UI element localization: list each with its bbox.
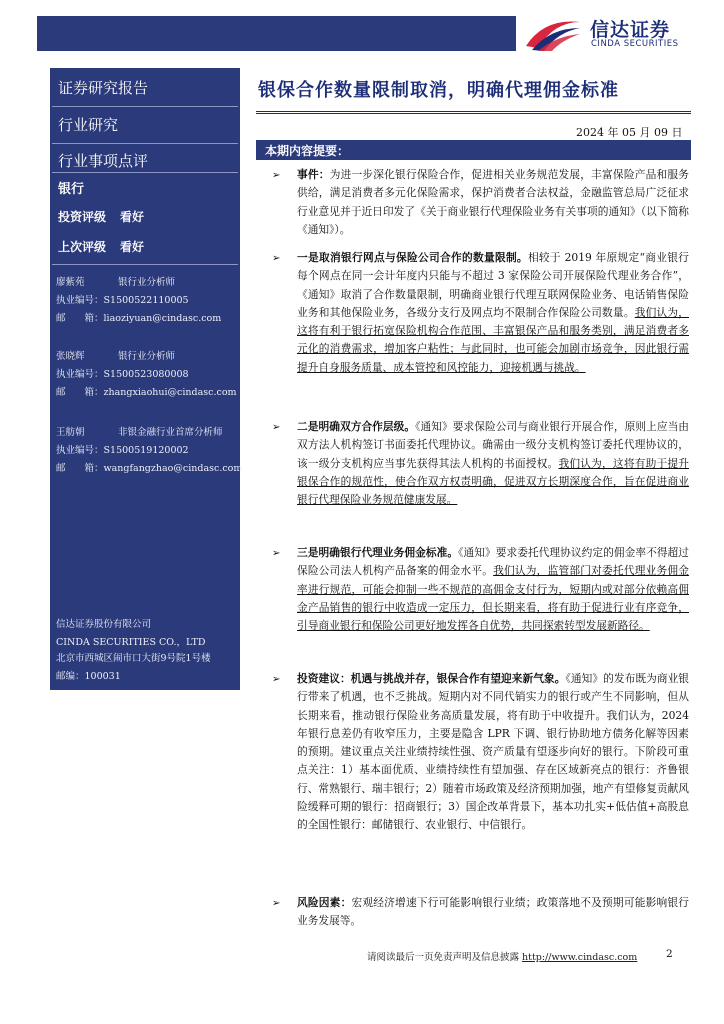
paragraph-body: 相较于 2019 年原规定“商业银行每个网点在同一会计年度内只能与不超过 3 家保险公司开展保险代理业务合作”，《通知》取消了合作数量限制，明确商业银行代理互联网保险业务、电话销售保险业务和其他保险业务，各级分支行及网点均不限制合作保险公司数量。 <box>297 251 689 319</box>
analyst-role: 银行业分析师 <box>118 351 176 362</box>
sidebar-divider <box>52 264 238 265</box>
company-name-en: CINDA SECURITIES CO.，LTD <box>56 637 206 648</box>
analyst-email-row <box>56 384 237 398</box>
prev-rating-row <box>50 238 240 255</box>
paragraph-body: 《通知》要求保险公司与商业银行开展合作，原则上应当由双方法人机构签订书面委托代理协议。确需由一级分支机构签订委托代理协议的，该一级分支机构应当事先获得其法人机构的书面授权。 <box>297 420 689 470</box>
bullet-icon: ➢ <box>272 898 281 909</box>
logo-mark-icon <box>524 16 582 52</box>
title-divider <box>256 111 691 114</box>
license-label: 执业编号： <box>56 445 104 456</box>
company-address: 北京市西城区闹市口大街9号院1号楼 <box>56 653 211 664</box>
rating-row <box>50 208 240 225</box>
logo-text-cn: 信达证券 <box>590 19 671 41</box>
rating-value: 看好 <box>120 210 145 224</box>
sidebar-divider <box>52 143 238 144</box>
paragraph-lead: 三是明确银行代理业务佣金标准。 <box>297 546 459 559</box>
summary-paragraph <box>297 544 689 635</box>
sidebar-divider <box>52 106 238 107</box>
analyst-license: S1500523080008 <box>103 369 189 380</box>
bullet-icon: ➢ <box>272 170 281 181</box>
company-name-cn: 信达证券股份有限公司 <box>56 619 152 630</box>
paragraph-opinion: 我们认为，监管部门对委托代理业务佣金率进行规范，可能会抑制一些不规范的高佣金支付行为，短期内或对部分依赖高佣金产品销售的银行中收造成一定压力，但长期来看，将有助于促进行业有序竞争，引导商业银行和保险公司更好地发挥各自优势，共同探索转型发展新路径。 <box>297 564 689 633</box>
analyst-role: 银行业分析师 <box>118 277 176 288</box>
paragraph-lead: 风险因素： <box>297 896 352 909</box>
bullet-icon: ➢ <box>272 674 281 685</box>
page-title: 银保合作数量限制取消，明确代理佣金标准 <box>258 80 619 101</box>
paragraph-body: 为进一步深化银行保险合作，促进相关业务规范发展，丰富保险产品和服务供给，满足消费者多元化保险需求，保护消费者合法权益，金融监管总局广泛征求行业意见并于近日印发了《关于商业银行代理保险业务有关事项的通知》（以下简称《通知》）。 <box>297 168 689 236</box>
paragraph-body: 《通知》要求委托代理协议约定的佣金率不得超过保险公司法人机构产品备案的佣金水平。 <box>297 546 689 578</box>
bullet-icon: ➢ <box>272 253 281 264</box>
summary-paragraph <box>297 894 689 931</box>
analyst-name-row <box>56 424 223 438</box>
analyst-license: S1500522110005 <box>103 295 189 306</box>
analyst-email[interactable]: wangfangzhao@cindasc.com <box>103 463 243 474</box>
paragraph-lead: 一是取消银行网点与保险公司合作的数量限制。 <box>297 251 528 264</box>
analyst-name: 廖紫苑 <box>56 277 85 288</box>
analyst-email-row <box>56 460 242 474</box>
footer-url-link[interactable]: http://www.cindasc.com <box>522 952 638 963</box>
analyst-role: 非银金融行业首席分析师 <box>118 427 223 438</box>
email-label: 邮 箱： <box>56 313 104 324</box>
paragraph-opinion: 我们认为，这将有助于提升银保合作的规范性，使合作双方权责明确，促进双方长期深度合作，旨在促进商业银行代理保险业务规范健康发展。 <box>297 456 689 507</box>
analyst-license-row <box>56 292 189 306</box>
logo-text-en: CINDA SECURITIES <box>591 39 679 49</box>
company-postcode: 邮编：100031 <box>56 671 121 682</box>
paragraph-lead: 二是明确双方合作层级。 <box>297 420 416 433</box>
header-bar <box>37 16 516 51</box>
license-label: 执业编号： <box>56 369 104 380</box>
page-number: 2 <box>666 948 673 960</box>
summary-paragraph <box>297 670 689 835</box>
prev-rating-value: 看好 <box>120 240 145 254</box>
paragraph-lead: 投资建议：机遇与挑战并存，银保合作有望迎来新气象。 <box>297 672 566 685</box>
paragraph-lead: 事件： <box>297 168 330 181</box>
summary-heading: 本期内容提要： <box>256 140 691 160</box>
report-subcategory: 行业事项点评 <box>58 152 149 170</box>
analyst-license: S1500519120002 <box>103 445 189 456</box>
company-logo <box>524 14 704 54</box>
rating-label: 投资评级 <box>58 210 107 224</box>
report-category: 行业研究 <box>58 116 119 134</box>
footer-disclaimer: 请阅读最后一页免责声明及信息披露 <box>367 952 520 963</box>
analyst-name: 张晓辉 <box>56 351 85 362</box>
sidebar-divider <box>52 172 238 173</box>
analyst-email[interactable]: liaoziyuan@cindasc.com <box>103 313 222 324</box>
report-date: 2024 年 05 月 09 日 <box>576 126 683 139</box>
paragraph-body: 宏观经济增速下行可能影响银行业绩；政策落地不及预期可能影响银行业务发展等。 <box>297 896 689 928</box>
bullet-icon: ➢ <box>272 422 281 433</box>
summary-paragraph <box>297 249 689 377</box>
analyst-license-row <box>56 366 189 380</box>
industry-label: 银行 <box>58 182 85 197</box>
paragraph-body: 《通知》的发布既为商业银行带来了机遇，也不乏挑战。短期内对不同代销实力的银行或产生不同影响，但从长期来看，推动银行保险业务高质量发展，将有助于中收提升。我们认为，2024 年银行息差仍有收窄压力，主要是隐含 LPR 下调、银行协助地方债务化解等因素的预期。建议重点关注业绩持续性强、资产质量有望逐步向好的银行。下阶段可重点关注：1）基本面优质、业绩持续性有望加强、存在区域新亮点的银行：齐鲁银行、常熟银行、瑞丰银行；2）随着市场政策及经济预期加强，地产有望修复贡献风险缓释可期的银行：招商银行；3）国企改革背景下，基本功扎实+低估值+高股息的全国性银行：邮储银行、农业银行、中信银行。 <box>297 672 689 832</box>
prev-rating-label: 上次评级 <box>58 240 107 254</box>
email-label: 邮 箱： <box>56 463 104 474</box>
analyst-email[interactable]: zhangxiaohui@cindasc.com <box>103 387 237 398</box>
analyst-name-row <box>56 274 175 288</box>
license-label: 执业编号： <box>56 295 104 306</box>
analyst-name: 王舫朝 <box>56 427 85 438</box>
analyst-name-row <box>56 348 175 362</box>
sidebar <box>50 68 243 690</box>
report-type: 证券研究报告 <box>58 79 149 97</box>
paragraph-opinion: 我们认为，这将有利于银行拓宽保险机构合作范围、丰富银保产品和服务类别，满足消费者多元化的消费需求，增加客户粘性；与此同时，也可能会加剧市场竞争，因此银行需提升自身服务质量、成本管控和风控能力，迎接机遇与挑战。 <box>297 305 689 374</box>
page-footer <box>367 949 637 963</box>
summary-paragraph <box>297 418 689 509</box>
summary-paragraph <box>297 166 689 239</box>
analyst-license-row <box>56 442 189 456</box>
bullet-icon: ➢ <box>272 548 281 559</box>
email-label: 邮 箱： <box>56 387 104 398</box>
analyst-email-row <box>56 310 221 324</box>
